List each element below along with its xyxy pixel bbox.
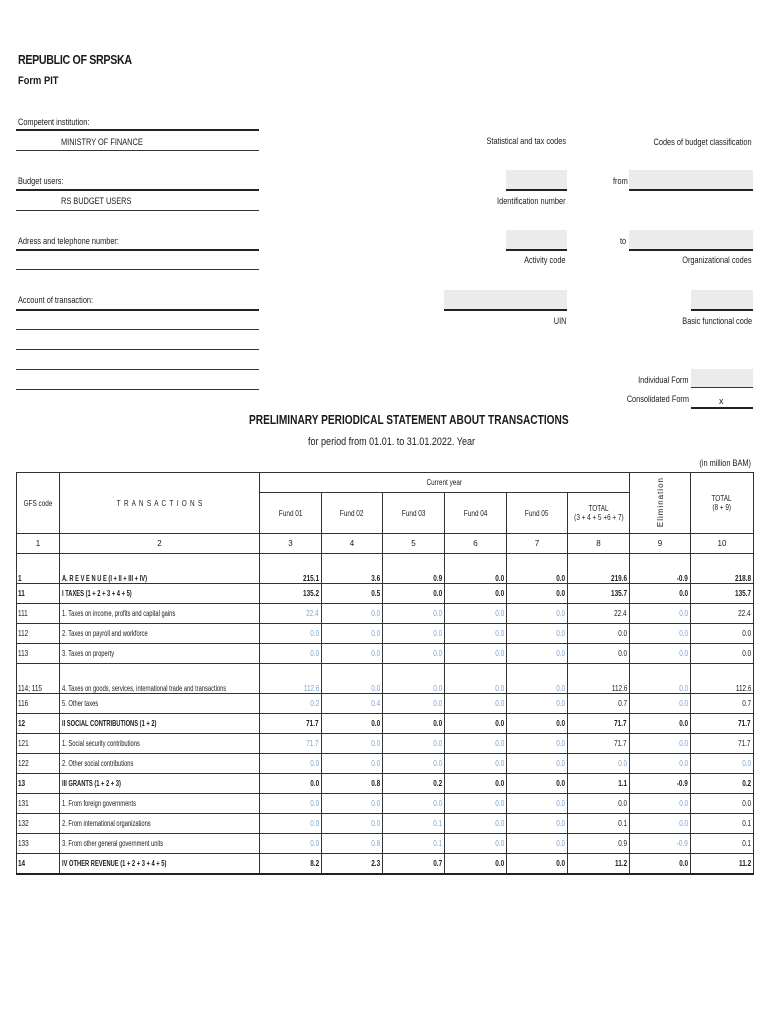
value-cell[interactable]: 0.0 [322, 794, 383, 814]
to-field[interactable] [629, 230, 753, 250]
value-cell[interactable]: 0.0 [691, 624, 754, 644]
transaction-name-cell: 3. From other general government units [60, 834, 260, 854]
transaction-name-cell: A. R E V E N U E (I + II + III + IV) [60, 554, 260, 584]
value-cell[interactable]: 0.0 [445, 664, 507, 694]
address-field-line[interactable] [16, 269, 259, 270]
col-number: 8 [568, 534, 630, 554]
value-cell[interactable]: 0.0 [445, 794, 507, 814]
value-cell[interactable]: 3.6 [322, 554, 383, 584]
value-cell[interactable]: 0.0 [568, 644, 630, 664]
transaction-name-cell: 2. Other social contributions [60, 754, 260, 774]
table-row [17, 624, 754, 644]
to-label: to [620, 236, 627, 246]
transaction-name-cell: 1. Taxes on income, profits and capital gains [60, 604, 260, 624]
table-row [17, 814, 754, 834]
value-cell[interactable]: 0.0 [507, 624, 568, 644]
value-cell[interactable]: 0.2 [260, 694, 322, 714]
divider [16, 210, 259, 211]
value-cell[interactable]: 0.0 [630, 584, 691, 604]
budget-users-label: Budget users: [18, 176, 64, 186]
value-cell[interactable]: 0.0 [445, 854, 507, 874]
divider [629, 189, 753, 191]
divider [691, 387, 753, 388]
value-cell[interactable]: 0.0 [383, 754, 445, 774]
table-row [17, 604, 754, 624]
value-cell[interactable]: 0.0 [383, 714, 445, 734]
value-cell[interactable]: 0.0 [322, 664, 383, 694]
value-cell[interactable]: 0.0 [445, 754, 507, 774]
table-row [17, 644, 754, 664]
value-cell[interactable]: 0.5 [322, 584, 383, 604]
account-field-line[interactable] [16, 349, 259, 350]
gfs-code-cell: 13 [17, 774, 60, 794]
gfs-code-cell: 131 [17, 794, 60, 814]
value-cell[interactable]: 0.0 [445, 714, 507, 734]
gfs-code-cell: 111 [17, 604, 60, 624]
gfs-code-cell: 121 [17, 734, 60, 754]
table-row [17, 584, 754, 604]
value-cell[interactable]: 135.7 [691, 584, 754, 604]
value-cell[interactable]: 0.0 [383, 584, 445, 604]
value-cell[interactable]: 0.0 [630, 664, 691, 694]
value-cell[interactable]: 0.0 [507, 554, 568, 584]
gfs-code-cell: 133 [17, 834, 60, 854]
value-cell[interactable]: 0.0 [322, 754, 383, 774]
value-cell[interactable]: 0.0 [691, 794, 754, 814]
value-cell[interactable]: 11.2 [568, 854, 630, 874]
individual-form-label: Individual Form [638, 375, 689, 385]
table-row [17, 664, 754, 694]
value-cell[interactable]: 0.0 [383, 734, 445, 754]
table-row [17, 834, 754, 854]
value-cell[interactable]: 8.2 [260, 854, 322, 874]
value-cell[interactable]: 0.0 [445, 774, 507, 794]
value-cell[interactable]: 0.0 [630, 734, 691, 754]
value-cell[interactable]: 11.2 [691, 854, 754, 874]
value-cell[interactable]: 0.0 [507, 814, 568, 834]
header-fund-03: Fund 03 [383, 493, 445, 534]
value-cell[interactable]: 0.0 [630, 624, 691, 644]
value-cell[interactable]: 0.0 [322, 734, 383, 754]
identification-number-field[interactable] [506, 170, 567, 190]
value-cell[interactable]: 0.0 [445, 644, 507, 664]
value-cell[interactable]: 0.0 [322, 644, 383, 664]
organizational-codes-label: Organizational codes [682, 255, 752, 265]
col-number: 1 [17, 534, 60, 554]
value-cell[interactable]: 0.0 [507, 754, 568, 774]
value-cell[interactable]: 0.0 [322, 814, 383, 834]
consolidated-form-label: Consolidated Form [626, 394, 689, 404]
header-gfs-code: GFS code [17, 473, 60, 534]
value-cell[interactable]: 0.0 [630, 694, 691, 714]
value-cell[interactable]: 0.0 [507, 694, 568, 714]
table-row [17, 854, 754, 874]
basic-functional-code-label: Basic functional code [682, 316, 752, 326]
column-number-row [17, 534, 754, 554]
value-cell[interactable]: 0.1 [383, 814, 445, 834]
value-cell[interactable]: 0.0 [383, 604, 445, 624]
transaction-name-cell: 4. Taxes on goods, services, international trade and transactions [60, 664, 260, 694]
divider [444, 309, 567, 311]
value-cell[interactable]: 0.0 [260, 814, 322, 834]
value-cell[interactable]: 0.0 [383, 664, 445, 694]
statement-period: for period from 01.01. to 31.01.2022. Year [308, 436, 475, 448]
value-cell[interactable]: 71.7 [568, 714, 630, 734]
value-cell[interactable]: 71.7 [260, 734, 322, 754]
value-cell[interactable]: 0.8 [322, 774, 383, 794]
value-cell[interactable]: 0.0 [568, 754, 630, 774]
value-cell[interactable]: 0.0 [507, 834, 568, 854]
transactions-table [16, 472, 754, 875]
value-cell[interactable]: 0.4 [322, 694, 383, 714]
gfs-code-cell: 114; 115 [17, 664, 60, 694]
value-cell[interactable]: 0.0 [507, 854, 568, 874]
gfs-code-cell: 132 [17, 814, 60, 834]
value-cell[interactable]: 0.0 [630, 814, 691, 834]
value-cell[interactable]: 0.0 [507, 584, 568, 604]
from-label: from [613, 176, 628, 186]
value-cell[interactable]: 0.0 [507, 774, 568, 794]
value-cell[interactable]: 218.8 [691, 554, 754, 584]
value-cell[interactable]: 0.0 [322, 604, 383, 624]
country-title: REPUBLIC OF SRPSKA [18, 52, 132, 67]
header-fund-05: Fund 05 [507, 493, 568, 534]
activity-code-field[interactable] [506, 230, 567, 250]
budget-users-value[interactable]: RS BUDGET USERS [61, 196, 132, 206]
consolidated-form-mark[interactable]: x [719, 396, 724, 406]
table-body [17, 554, 754, 874]
value-cell[interactable]: 0.0 [445, 694, 507, 714]
value-cell[interactable]: 112.6 [568, 664, 630, 694]
table-row [17, 774, 754, 794]
value-cell[interactable]: 0.0 [322, 714, 383, 734]
col-number: 9 [630, 534, 691, 554]
value-cell[interactable]: 112.6 [691, 664, 754, 694]
table-row [17, 734, 754, 754]
col-number: 3 [260, 534, 322, 554]
gfs-code-cell: 14 [17, 854, 60, 874]
competent-institution-value[interactable]: MINISTRY OF FINANCE [61, 137, 143, 147]
value-cell[interactable]: 0.0 [445, 624, 507, 644]
header-current-year: Current year [260, 473, 630, 493]
account-field-line[interactable] [16, 329, 259, 330]
value-cell[interactable]: 0.7 [383, 854, 445, 874]
header-fund-04: Fund 04 [445, 493, 507, 534]
transaction-name-cell: 1. Social security contributions [60, 734, 260, 754]
value-cell[interactable]: 112.6 [260, 664, 322, 694]
value-cell[interactable]: 22.4 [568, 604, 630, 624]
header-total-1: TOTAL (3 + 4 + 5 +6 + 7) [568, 493, 630, 534]
divider [691, 407, 753, 409]
value-cell[interactable]: -0.9 [630, 554, 691, 584]
value-cell[interactable]: 219.6 [568, 554, 630, 584]
value-cell[interactable]: 0.0 [568, 794, 630, 814]
table-row [17, 714, 754, 734]
value-cell[interactable]: 135.2 [260, 584, 322, 604]
value-cell[interactable]: 0.1 [568, 814, 630, 834]
account-field-line[interactable] [16, 389, 259, 390]
header-total-2: TOTAL (8 + 9) [691, 473, 754, 534]
basic-functional-code-field[interactable] [691, 290, 753, 310]
account-field-line[interactable] [16, 369, 259, 370]
value-cell[interactable]: 0.0 [630, 854, 691, 874]
value-cell[interactable]: 0.0 [445, 584, 507, 604]
identification-number-label: Identification number [497, 196, 566, 206]
value-cell[interactable]: 0.8 [322, 834, 383, 854]
gfs-code-cell: 113 [17, 644, 60, 664]
transaction-name-cell: 1. From foreign governments [60, 794, 260, 814]
value-cell[interactable]: 0.0 [507, 734, 568, 754]
value-cell[interactable]: 0.0 [260, 834, 322, 854]
gfs-code-cell: 1 [17, 554, 60, 584]
value-cell[interactable]: 0.0 [568, 624, 630, 644]
col-number: 4 [322, 534, 383, 554]
value-cell[interactable]: 71.7 [691, 734, 754, 754]
value-cell[interactable]: 22.4 [260, 604, 322, 624]
gfs-code-cell: 122 [17, 754, 60, 774]
value-cell[interactable]: 0.0 [691, 754, 754, 774]
divider [629, 249, 753, 251]
value-cell[interactable]: 0.0 [383, 694, 445, 714]
divider [691, 309, 753, 311]
table-row [17, 794, 754, 814]
value-cell[interactable]: 0.0 [260, 624, 322, 644]
value-cell[interactable]: 215.1 [260, 554, 322, 584]
transaction-name-cell: 2. Taxes on payroll and workforce [60, 624, 260, 644]
divider [16, 150, 259, 151]
table-row [17, 554, 754, 584]
value-cell[interactable]: 0.0 [630, 794, 691, 814]
statement-title: PRELIMINARY PERIODICAL STATEMENT ABOUT TRANSACTIONS [249, 412, 569, 427]
value-cell[interactable]: 0.0 [507, 794, 568, 814]
value-cell[interactable]: 0.0 [260, 794, 322, 814]
uin-field[interactable] [444, 290, 567, 310]
transaction-name-cell: II SOCIAL CONTRIBUTIONS (1 + 2) [60, 714, 260, 734]
header-fund-02: Fund 02 [322, 493, 383, 534]
transaction-name-cell: I TAXES (1 + 2 + 3 + 4 + 5) [60, 584, 260, 604]
value-cell[interactable]: 0.9 [568, 834, 630, 854]
value-cell[interactable]: 0.0 [507, 714, 568, 734]
budget-classification-label: Codes of budget classification [653, 137, 752, 147]
value-cell[interactable]: -0.9 [630, 774, 691, 794]
transaction-name-cell: 2. From international organizations [60, 814, 260, 834]
gfs-code-cell: 11 [17, 584, 60, 604]
activity-code-label: Activity code [524, 255, 566, 265]
value-cell[interactable]: 0.0 [445, 734, 507, 754]
header-transactions: T R A N S A C T I O N S [60, 473, 260, 534]
value-cell[interactable]: 0.0 [630, 644, 691, 664]
value-cell[interactable]: 22.4 [691, 604, 754, 624]
competent-institution-label: Competent institution: [18, 117, 90, 127]
value-cell[interactable]: 0.1 [383, 834, 445, 854]
transaction-name-cell: III GRANTS (1 + 2 + 3) [60, 774, 260, 794]
value-cell[interactable]: 0.0 [630, 604, 691, 624]
account-label: Account of transaction: [18, 295, 94, 305]
value-cell[interactable]: 0.0 [691, 644, 754, 664]
value-cell[interactable]: 0.0 [445, 554, 507, 584]
divider [506, 249, 567, 251]
value-cell[interactable]: 0.7 [691, 694, 754, 714]
value-cell[interactable]: 0.0 [630, 754, 691, 774]
divider [16, 129, 259, 131]
value-cell[interactable]: 0.1 [691, 814, 754, 834]
value-cell[interactable]: 71.7 [691, 714, 754, 734]
uin-label: UIN [553, 316, 566, 326]
value-cell[interactable]: 0.9 [383, 554, 445, 584]
gfs-code-cell: 116 [17, 694, 60, 714]
value-cell[interactable]: 135.7 [568, 584, 630, 604]
value-cell[interactable]: 1.1 [568, 774, 630, 794]
value-cell[interactable]: 0.0 [260, 774, 322, 794]
value-cell[interactable]: 0.0 [445, 834, 507, 854]
value-cell[interactable]: 0.0 [260, 644, 322, 664]
transaction-name-cell: IV OTHER REVENUE (1 + 2 + 3 + 4 + 5) [60, 854, 260, 874]
col-number: 6 [445, 534, 507, 554]
value-cell[interactable]: 0.1 [691, 834, 754, 854]
form-title: Form PIT [18, 75, 59, 87]
table-row [17, 754, 754, 774]
value-cell[interactable]: 71.7 [260, 714, 322, 734]
col-number: 5 [383, 534, 445, 554]
from-field[interactable] [629, 170, 753, 190]
address-label: Adress and telephone number: [18, 236, 119, 246]
value-cell[interactable]: 0.0 [630, 714, 691, 734]
transaction-name-cell: 5. Other taxes [60, 694, 260, 714]
account-field-line[interactable] [16, 309, 259, 311]
divider [16, 189, 259, 191]
value-cell[interactable]: -0.9 [630, 834, 691, 854]
value-cell[interactable]: 0.2 [383, 774, 445, 794]
col-number: 10 [691, 534, 754, 554]
value-cell[interactable]: 0.0 [445, 604, 507, 624]
value-cell[interactable]: 2.3 [322, 854, 383, 874]
stat-tax-codes-label: Statistical and tax codes [486, 136, 566, 146]
value-cell[interactable]: 0.0 [383, 624, 445, 644]
transaction-name-cell: 3. Taxes on property [60, 644, 260, 664]
value-cell[interactable]: 0.0 [260, 754, 322, 774]
divider [506, 189, 567, 191]
unit-label: (in million BAM) [699, 458, 751, 468]
header-fund-01: Fund 01 [260, 493, 322, 534]
gfs-code-cell: 112 [17, 624, 60, 644]
value-cell[interactable]: 0.0 [507, 664, 568, 694]
value-cell[interactable]: 0.0 [383, 794, 445, 814]
gfs-code-cell: 12 [17, 714, 60, 734]
value-cell[interactable]: 0.0 [383, 644, 445, 664]
header-elimination: Elimination [630, 473, 691, 534]
value-cell[interactable]: 0.0 [507, 644, 568, 664]
table-row [17, 694, 754, 714]
col-number: 2 [60, 534, 260, 554]
address-field-line[interactable] [16, 249, 259, 251]
value-cell[interactable]: 0.7 [568, 694, 630, 714]
value-cell[interactable]: 0.0 [445, 814, 507, 834]
value-cell[interactable]: 71.7 [568, 734, 630, 754]
value-cell[interactable]: 0.0 [322, 624, 383, 644]
individual-form-field[interactable] [691, 369, 753, 387]
value-cell[interactable]: 0.0 [507, 604, 568, 624]
col-number: 7 [507, 534, 568, 554]
value-cell[interactable]: 0.2 [691, 774, 754, 794]
